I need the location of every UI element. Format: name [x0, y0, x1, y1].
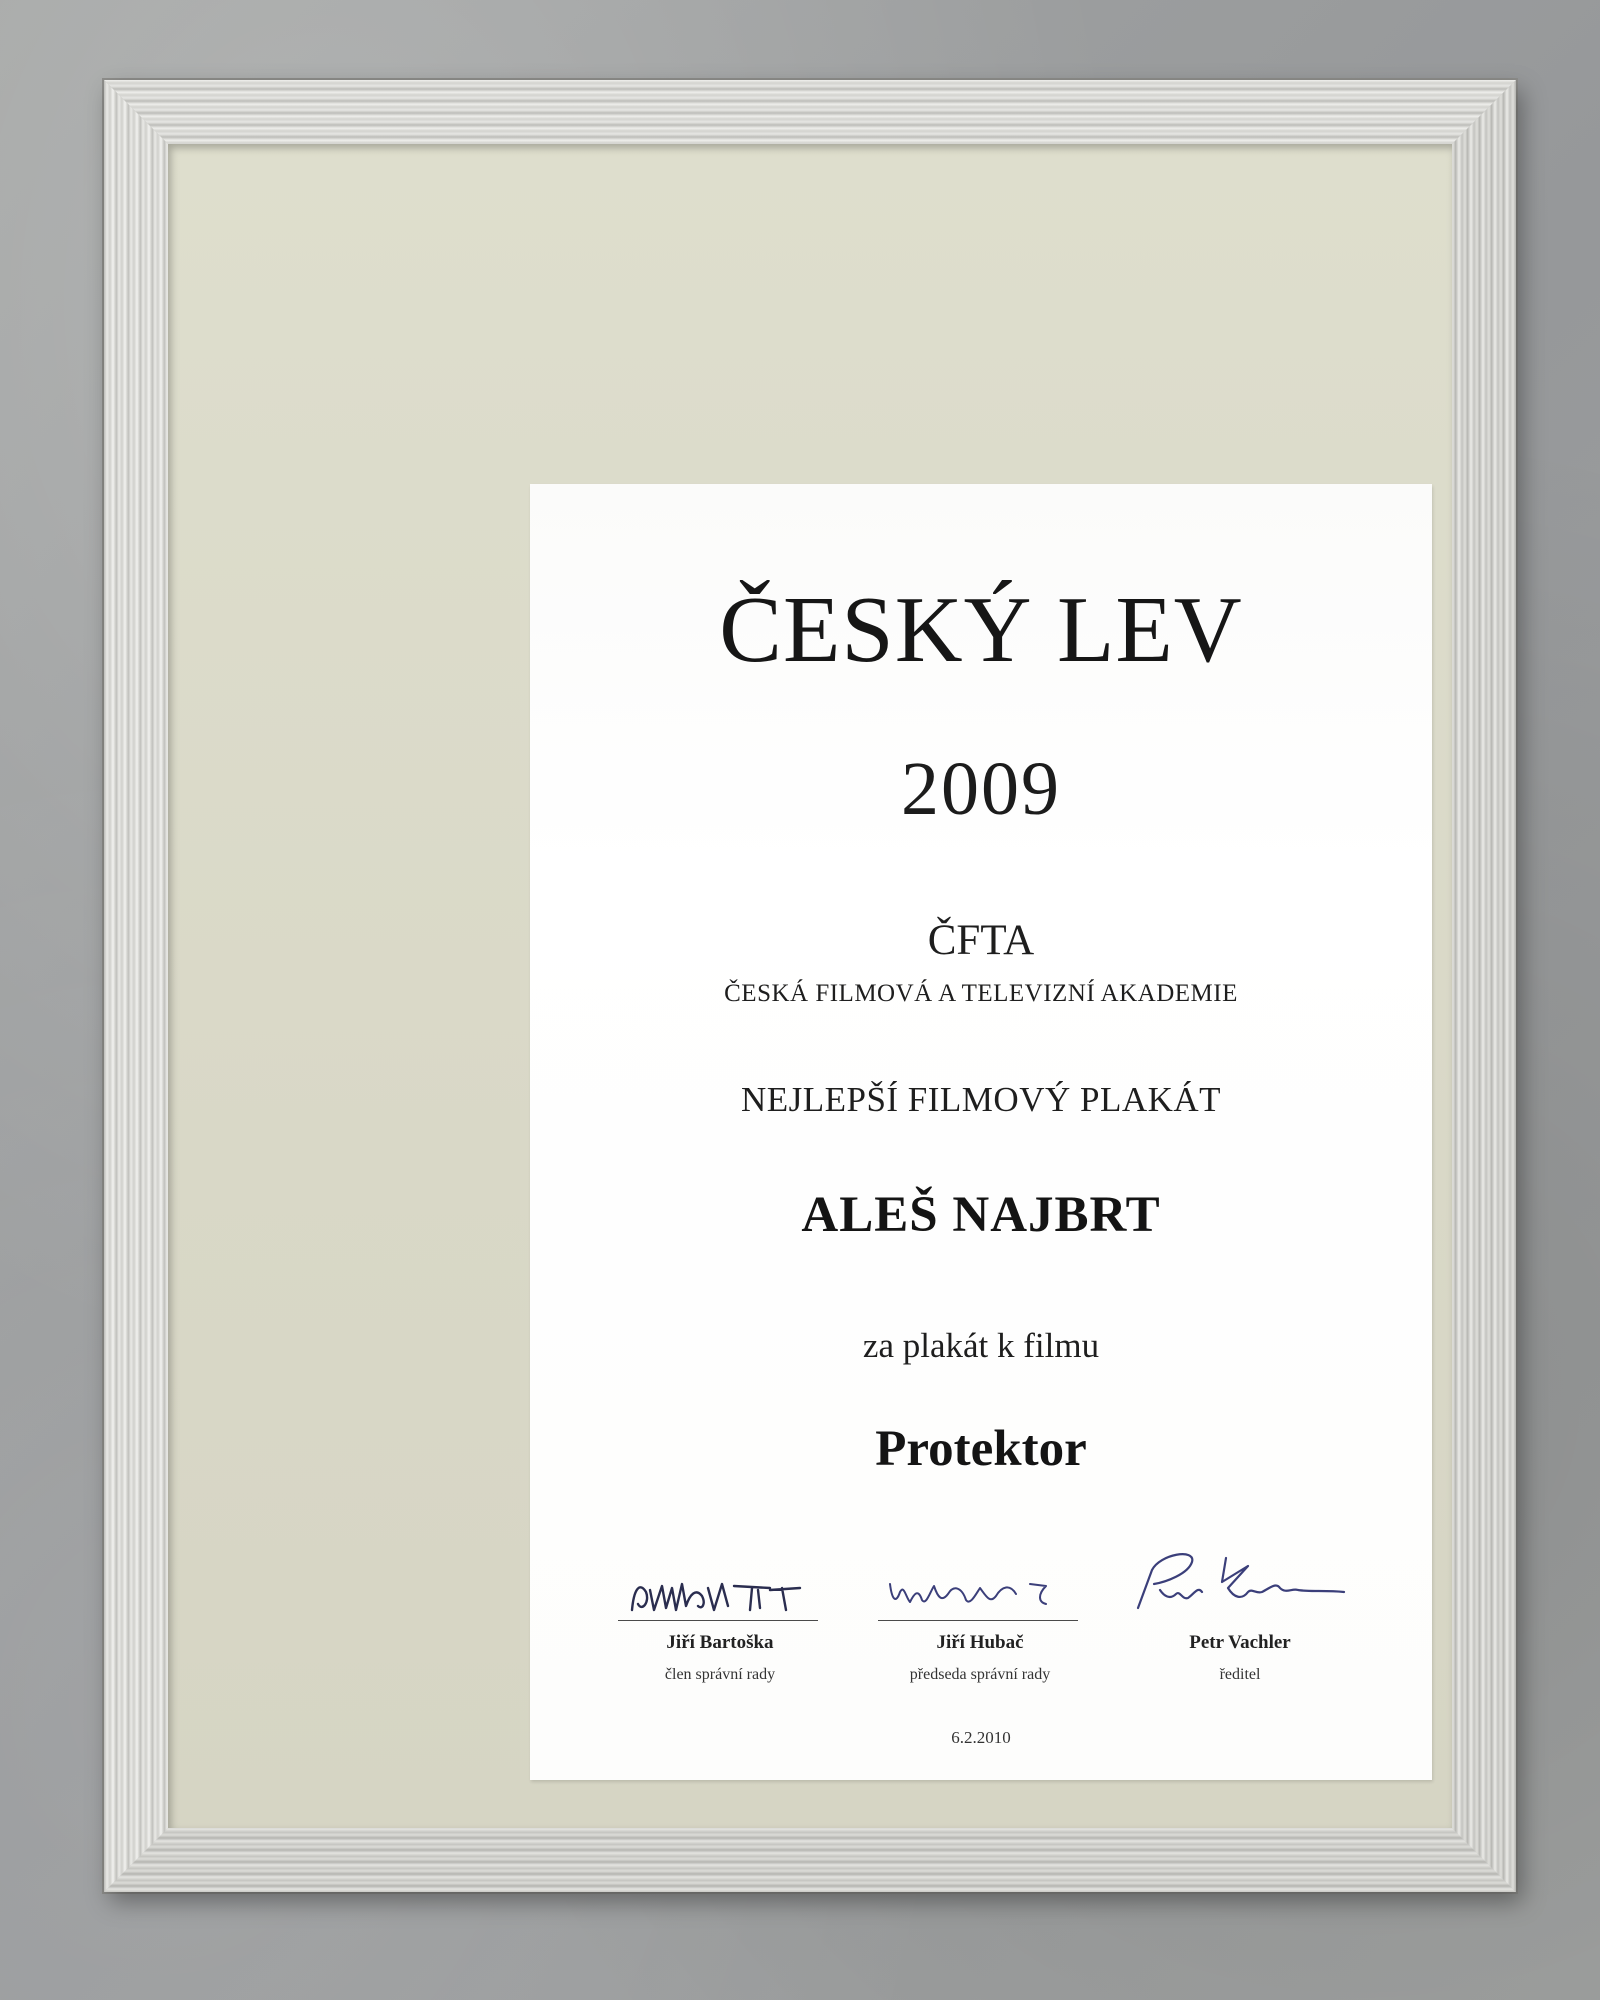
signatory-name: Jiří Hubač: [936, 1632, 1024, 1653]
frame-rail-bottom: [104, 1828, 1516, 1892]
frame-rail-right: [1452, 80, 1516, 1892]
academy-abbreviation: ČFTA: [927, 917, 1035, 964]
signature-block-bartoska: [610, 1544, 830, 1694]
handwritten-signature-hubac: [870, 1544, 1090, 1616]
certificate-date: 6.2.2010: [951, 1728, 1011, 1747]
frame-rail-top: [104, 80, 1516, 144]
award-for-text: za plakát k filmu: [862, 1326, 1100, 1365]
recipient-name: ALEŠ NAJBRT: [801, 1187, 1161, 1243]
signature-line: [878, 1620, 1078, 1621]
film-title: Protektor: [875, 1421, 1087, 1477]
award-year: 2009: [901, 747, 1061, 831]
award-category: NEJLEPŠÍ FILMOVÝ PLAKÁT: [740, 1080, 1222, 1119]
handwritten-signature-bartoska: [610, 1544, 830, 1616]
academy-name: ČESKÁ FILMOVÁ A TELEVIZNÍ AKADEMIE: [724, 980, 1238, 1007]
signature-line: [618, 1620, 818, 1621]
signatory-name: Petr Vachler: [1189, 1632, 1291, 1653]
handwritten-signature-vachler: [1130, 1544, 1350, 1616]
signature-block-vachler: [1130, 1544, 1350, 1694]
award-title: ČESKÝ LEV: [719, 578, 1243, 682]
certificate-paper: [530, 484, 1432, 1780]
passe-partout-mat: [168, 144, 1452, 1828]
signature-block-hubac: [870, 1544, 1090, 1694]
signatory-role: člen správní rady: [664, 1666, 776, 1683]
signatory-name: Jiří Bartoška: [666, 1632, 774, 1653]
signatory-role: předseda správní rady: [909, 1666, 1051, 1683]
signatory-role: ředitel: [1219, 1666, 1261, 1683]
frame-rail-left: [104, 80, 168, 1892]
picture-frame: [104, 80, 1516, 1892]
